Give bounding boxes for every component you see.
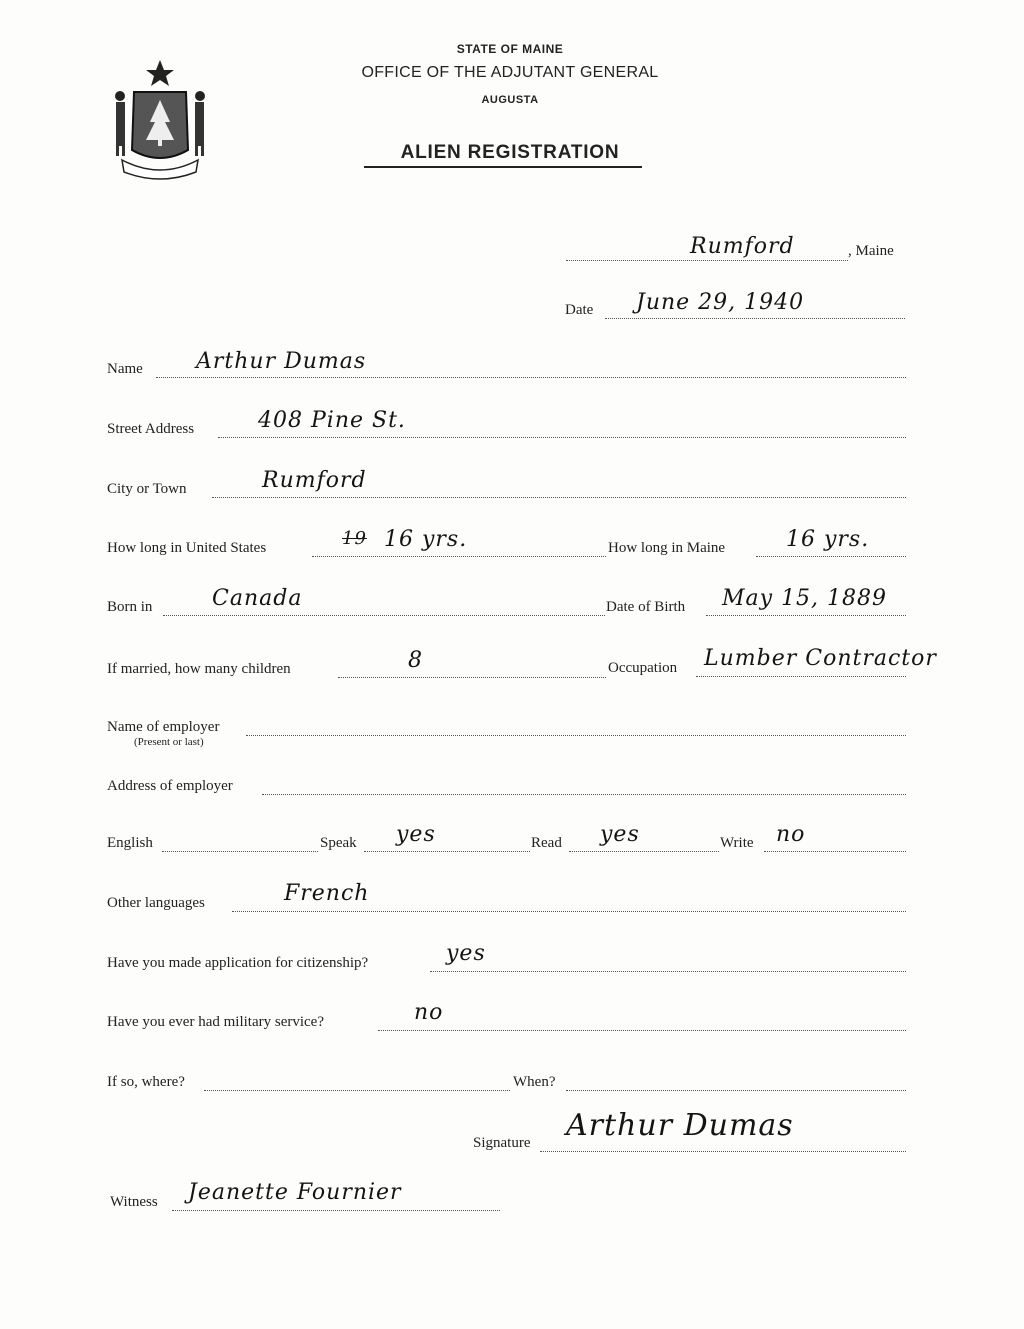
write-line xyxy=(764,851,906,852)
english-label: English xyxy=(107,835,153,851)
military-value: no xyxy=(414,1000,444,1025)
where-line xyxy=(204,1090,510,1091)
employer-line xyxy=(246,735,906,736)
street-line xyxy=(218,437,906,438)
how-long-maine-label: How long in Maine xyxy=(608,540,726,556)
how-long-us-label: How long in United States xyxy=(107,540,267,556)
state-heading: STATE OF MAINE xyxy=(456,42,564,56)
date-value: June 29, 1940 xyxy=(636,290,805,315)
town-value: Rumford xyxy=(690,234,795,259)
office-heading: OFFICE OF THE ADJUTANT GENERAL xyxy=(361,64,659,81)
citizenship-label: Have you made application for citizenship? xyxy=(107,955,369,971)
dob-label: Date of Birth xyxy=(606,599,686,615)
employer-address-line xyxy=(262,794,906,795)
town-line xyxy=(566,260,848,261)
children-line xyxy=(338,677,606,678)
signature-line xyxy=(540,1151,906,1152)
how-long-maine-value: 16 yrs. xyxy=(786,527,870,552)
military-line xyxy=(378,1030,906,1031)
citizenship-line xyxy=(430,971,906,972)
witness-line xyxy=(172,1210,500,1211)
speak-line xyxy=(364,851,530,852)
how-long-us-struck-value: 19 xyxy=(342,528,367,549)
read-label: Read xyxy=(531,835,562,851)
born-in-value: Canada xyxy=(212,586,303,611)
children-value: 8 xyxy=(408,648,423,673)
employer-address-label: Address of employer xyxy=(107,778,233,794)
read-value: yes xyxy=(600,822,640,847)
city-value: Rumford xyxy=(262,468,367,493)
citizenship-value: yes xyxy=(446,941,486,966)
how-long-us-line xyxy=(312,556,606,557)
read-line xyxy=(569,851,719,852)
born-in-label: Born in xyxy=(107,599,153,615)
military-label: Have you ever had military service? xyxy=(107,1014,324,1030)
when-line xyxy=(566,1090,906,1091)
dob-value: May 15, 1889 xyxy=(722,586,888,611)
dob-line xyxy=(706,615,906,616)
write-value: no xyxy=(776,822,806,847)
how-long-us-value: 16 yrs. xyxy=(384,527,468,552)
date-label: Date xyxy=(565,302,594,318)
employer-note: (Present or last) xyxy=(134,736,204,748)
speak-label: Speak xyxy=(320,835,357,851)
street-label: Street Address xyxy=(107,421,195,437)
occupation-label: Occupation xyxy=(608,660,678,676)
children-label: If married, how many children xyxy=(107,661,291,677)
other-languages-line xyxy=(232,911,906,912)
name-line xyxy=(156,377,906,378)
how-long-maine-line xyxy=(756,556,906,557)
name-label: Name xyxy=(107,361,143,377)
maine-label: , Maine xyxy=(848,243,894,259)
speak-value: yes xyxy=(396,822,436,847)
date-line xyxy=(605,318,905,319)
occupation-value: Lumber Contractor xyxy=(704,646,937,671)
city-line xyxy=(212,497,906,498)
witness-label: Witness xyxy=(110,1194,158,1210)
when-label: When? xyxy=(513,1074,556,1090)
other-languages-label: Other languages xyxy=(107,895,205,911)
witness-value: Jeanette Fournier xyxy=(188,1180,402,1205)
form-title: ALIEN REGISTRATION xyxy=(400,142,620,163)
other-languages-value: French xyxy=(284,881,370,906)
state-of-maine-seal-icon xyxy=(108,56,212,180)
write-label: Write xyxy=(720,835,754,851)
city-label: City or Town xyxy=(107,481,187,497)
where-label: If so, where? xyxy=(107,1074,185,1090)
name-value: Arthur Dumas xyxy=(196,349,367,374)
signature-label: Signature xyxy=(473,1135,531,1151)
street-value: 408 Pine St. xyxy=(258,408,406,433)
city-heading: AUGUSTA xyxy=(481,94,539,106)
signature-value: Arthur Dumas xyxy=(566,1108,794,1143)
occupation-line xyxy=(696,676,906,677)
english-line xyxy=(162,851,318,852)
born-in-line xyxy=(163,615,605,616)
employer-label: Name of employer xyxy=(107,719,220,735)
title-underline xyxy=(364,166,642,168)
